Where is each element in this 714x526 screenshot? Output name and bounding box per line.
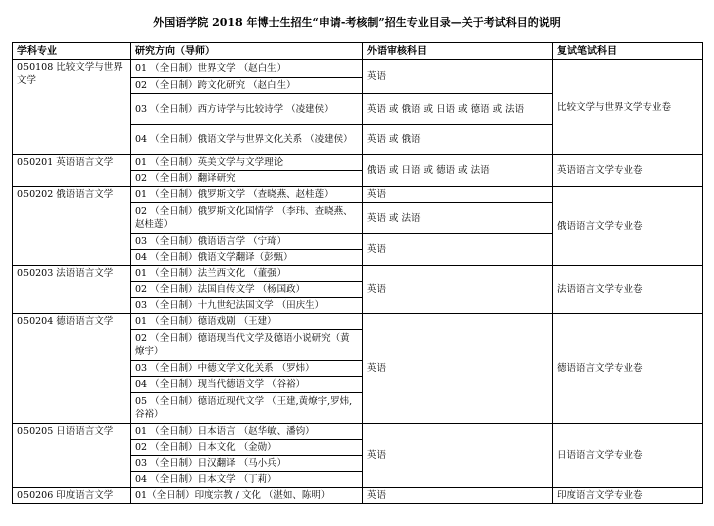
table-row (13, 266, 703, 282)
direction-cell: 02 （全日制）翻译研究 (131, 171, 363, 187)
table-row (13, 488, 703, 504)
table-row (13, 424, 703, 440)
language-cell: 英语 (363, 424, 553, 488)
direction-cell: 01 （全日制）日本语言 （赵华敏、潘钧） (131, 424, 363, 440)
direction-cell: 02 （全日制）日本文化 （金勋） (131, 440, 363, 456)
table-row (13, 187, 703, 203)
direction-cell: 04 （全日制）日本文学 （丁莉） (131, 472, 363, 488)
exam-cell: 英语语言文学专业卷 (553, 155, 703, 187)
language-cell: 英语 (363, 234, 553, 266)
direction-cell: 04 （全日制）现当代德语文学 （谷裕） (131, 377, 363, 393)
exam-cell: 日语语言文学专业卷 (553, 424, 703, 488)
table-row (13, 314, 703, 330)
language-cell: 俄语 或 日语 或 德语 或 法语 (363, 155, 553, 187)
direction-cell: 01 （全日制）英美文学与文学理论 (131, 155, 363, 171)
header-major: 学科专业 (13, 43, 131, 60)
exam-cell: 俄语语言文学专业卷 (553, 187, 703, 266)
language-cell: 英语 (363, 60, 553, 94)
exam-cell: 法语语言文学专业卷 (553, 266, 703, 314)
language-cell: 英语 或 俄语 (363, 125, 553, 155)
language-cell: 英语 (363, 488, 553, 504)
direction-cell: 01（全日制）印度宗教 / 文化 （湛如、陈明） (131, 488, 363, 504)
catalog-table (12, 42, 703, 504)
direction-cell: 03 （全日制）十九世纪法国文学 （田庆生） (131, 298, 363, 314)
header-language-exam: 外语审核科目 (363, 43, 553, 60)
table-row (13, 155, 703, 171)
direction-cell: 01 （全日制）法兰西文化 （董强） (131, 266, 363, 282)
direction-cell: 03 （全日制）中德文学文化关系 （罗炜） (131, 361, 363, 377)
major-cell: 050205 日语语言文学 (13, 424, 131, 488)
major-cell: 050108 比较文学与世界文学 (13, 60, 131, 155)
direction-cell: 05 （全日制）德语近现代文学 （王建,黄燎宇,罗炜,谷裕） (131, 393, 363, 424)
page-title: 外国语学院 2018 年博士生招生“申请-考核制”招生专业目录—关于考试科目的说明 (153, 16, 561, 29)
major-cell: 050203 法语语言文学 (13, 266, 131, 314)
direction-cell: 01 （全日制）世界文学 （赵白生） (131, 60, 363, 78)
major-cell: 050206 印度语言文学 (13, 488, 131, 504)
language-cell: 英语 (363, 314, 553, 424)
direction-cell: 03 （全日制）日汉翻译 （马小兵） (131, 456, 363, 472)
exam-cell: 德语语言文学专业卷 (553, 314, 703, 424)
major-cell: 050201 英语语言文学 (13, 155, 131, 187)
major-cell: 050204 德语语言文学 (13, 314, 131, 424)
header-written-exam: 复试笔试科目 (553, 43, 703, 60)
language-cell: 英语 (363, 266, 553, 314)
direction-cell: 02 （全日制）俄罗斯文化国情学 （李玮、查晓燕、赵桂莲） (131, 203, 363, 234)
exam-cell: 印度语言文学专业卷 (553, 488, 703, 504)
direction-cell: 04 （全日制）俄语文学与世界文化关系 （凌建侯） (131, 125, 363, 155)
header-row (13, 43, 703, 60)
language-cell: 英语 或 俄语 或 日语 或 德语 或 法语 (363, 94, 553, 125)
direction-cell: 02 （全日制）法国自传文学 （杨国政） (131, 282, 363, 298)
language-cell: 英语 (363, 187, 553, 203)
direction-cell: 02 （全日制）德语现当代文学及德语小说研究（黄燎宇） (131, 330, 363, 361)
language-cell: 英语 或 法语 (363, 203, 553, 234)
direction-cell: 01 （全日制）德语戏剧 （王建） (131, 314, 363, 330)
table-row (13, 60, 703, 78)
direction-cell: 03 （全日制）西方诗学与比较诗学 （凌建侯） (131, 94, 363, 125)
major-cell: 050202 俄语语言文学 (13, 187, 131, 266)
direction-cell: 01 （全日制）俄罗斯文学 （查晓燕、赵桂莲） (131, 187, 363, 203)
direction-cell: 04 （全日制）俄语文学翻译（彭甄） (131, 250, 363, 266)
header-direction: 研究方向（导师） (131, 43, 363, 60)
direction-cell: 02 （全日制）跨文化研究 （赵白生） (131, 78, 363, 94)
direction-cell: 03 （全日制）俄语语言学 （宁琦） (131, 234, 363, 250)
exam-cell: 比较文学与世界文学专业卷 (553, 60, 703, 155)
